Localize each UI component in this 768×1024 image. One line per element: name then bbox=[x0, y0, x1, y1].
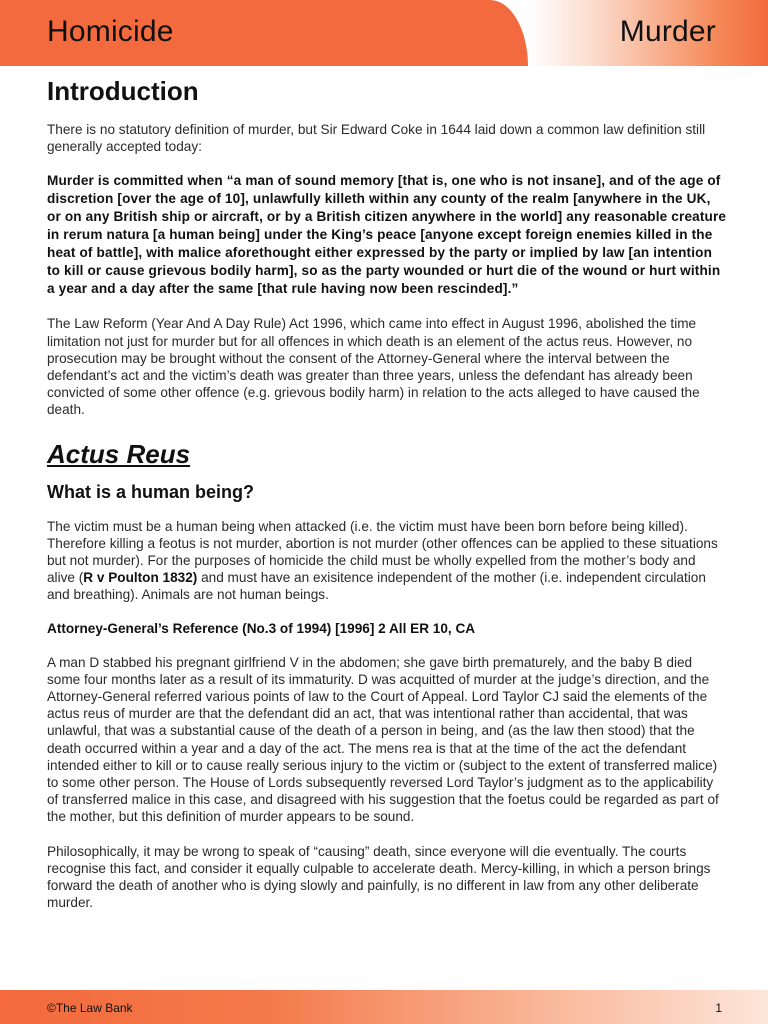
footer-page-number: 1 bbox=[715, 1001, 722, 1015]
human-being-subheading: What is a human being? bbox=[47, 481, 255, 502]
introduction-heading: Introduction bbox=[47, 76, 199, 106]
case-citation-poulton: R v Poulton 1832) bbox=[83, 570, 198, 586]
actus-reus-heading: Actus Reus bbox=[47, 438, 191, 469]
human-being-paragraph bbox=[47, 518, 727, 604]
page-header bbox=[0, 0, 768, 66]
header-title-murder: Murder bbox=[619, 15, 716, 48]
human-being-text-after: and must have an exisitence independent of the mother (i.e. independent circulation and breathing). Animals are not human beings. bbox=[47, 570, 706, 603]
intro-paragraph: There is no statutory definition of murder, but Sir Edward Coke in 1644 laid down a common law definition still generally accepted today: bbox=[47, 122, 706, 155]
philosophical-paragraph: Philosophically, it may be wrong to speak of “causing” death, since everyone will die eventually. The courts recognise this fact, and consider it equally culpable to accelerate death. Mercy-killing, in which a person brings forward the death of another who is dying slowly and painfully, is no different in law from any other deliberate murder. bbox=[47, 843, 711, 911]
footer-copyright: ©The Law Bank bbox=[47, 1001, 133, 1015]
case-paragraph: A man D stabbed his pregnant girlfriend V in the abdomen; she gave birth prematurely, and the baby B died some four months later as a result of its immaturity. D was acquitted of murder at the judge’s direction, and the Attorney-General referred various points of law to the Court of Appeal. Lord Taylor CJ said the elements of the actus reus of murder are that the defendant did an act, that was intentional rather than accidental, that was unlawful, that was a substantial cause of the death of a person in being, and (as the law then stood) that the death occurred within a year and a day of the act. The mens rea is that at the time of the act the defendant intended either to kill or to cause really serious injury to the victim or (subject to the extent of transferred malice) to some other person. The House of Lords subsequently reversed Lord Taylor’s judgment as to the applicability of transferred malice in this case, and disagreed with his suggestion that the foetus could be regarded as part of the mother, but this definition of murder appears to be sound. bbox=[47, 654, 719, 825]
header-title-homicide: Homicide bbox=[47, 15, 174, 48]
page-content bbox=[47, 76, 727, 928]
law-reform-paragraph: The Law Reform (Year And A Day Rule) Act 1996, which came into effect in August 1996, abolished the time limitation not just for murder but for all offences in which death is an element of the actus reus. However, no prosecution may be brought without the consent of the Attorney-General where the interval between the defendant’s act and the victim’s death was greater than three years, unless the defendant has already been convicted of some other offence (e.g. grievous bodily harm) in relation to the acts alleged to have caused the death. bbox=[47, 316, 700, 418]
coke-definition-quote: Murder is committed when “a man of sound memory [that is, one who is not insane], and of the age of discretion [over the age of 10], unlawfully killeth within any county of the realm [anywhere in the UK, or on any British ship or aircraft, or by a British citizen anywhere in the world] any reasonable creature in rerum natura [a human being] under the King’s peace [anyone except foreign enemies killed in the heat of battle], with malice aforethought either expressed by the party or implied by law [an intention to kill or cause grievous bodily harm], so as the party wounded or hurt die of the wound or hurt within a year and a day after the same [that rule having now been rescinded].” bbox=[47, 173, 727, 297]
case-heading-ag-reference: Attorney-General’s Reference (No.3 of 1994) [1996] 2 All ER 10, CA bbox=[47, 620, 476, 636]
page-footer bbox=[0, 990, 768, 1024]
human-being-text-before: The victim must be a human being when attacked (i.e. the victim must have been born before being killed). Therefore killing a feotus is not murder, abortion is not murder (other offences can be applied to these situations but not murder). For the purposes of homicide the child must be wholly expelled from the mother’s body and alive ( bbox=[47, 518, 718, 586]
